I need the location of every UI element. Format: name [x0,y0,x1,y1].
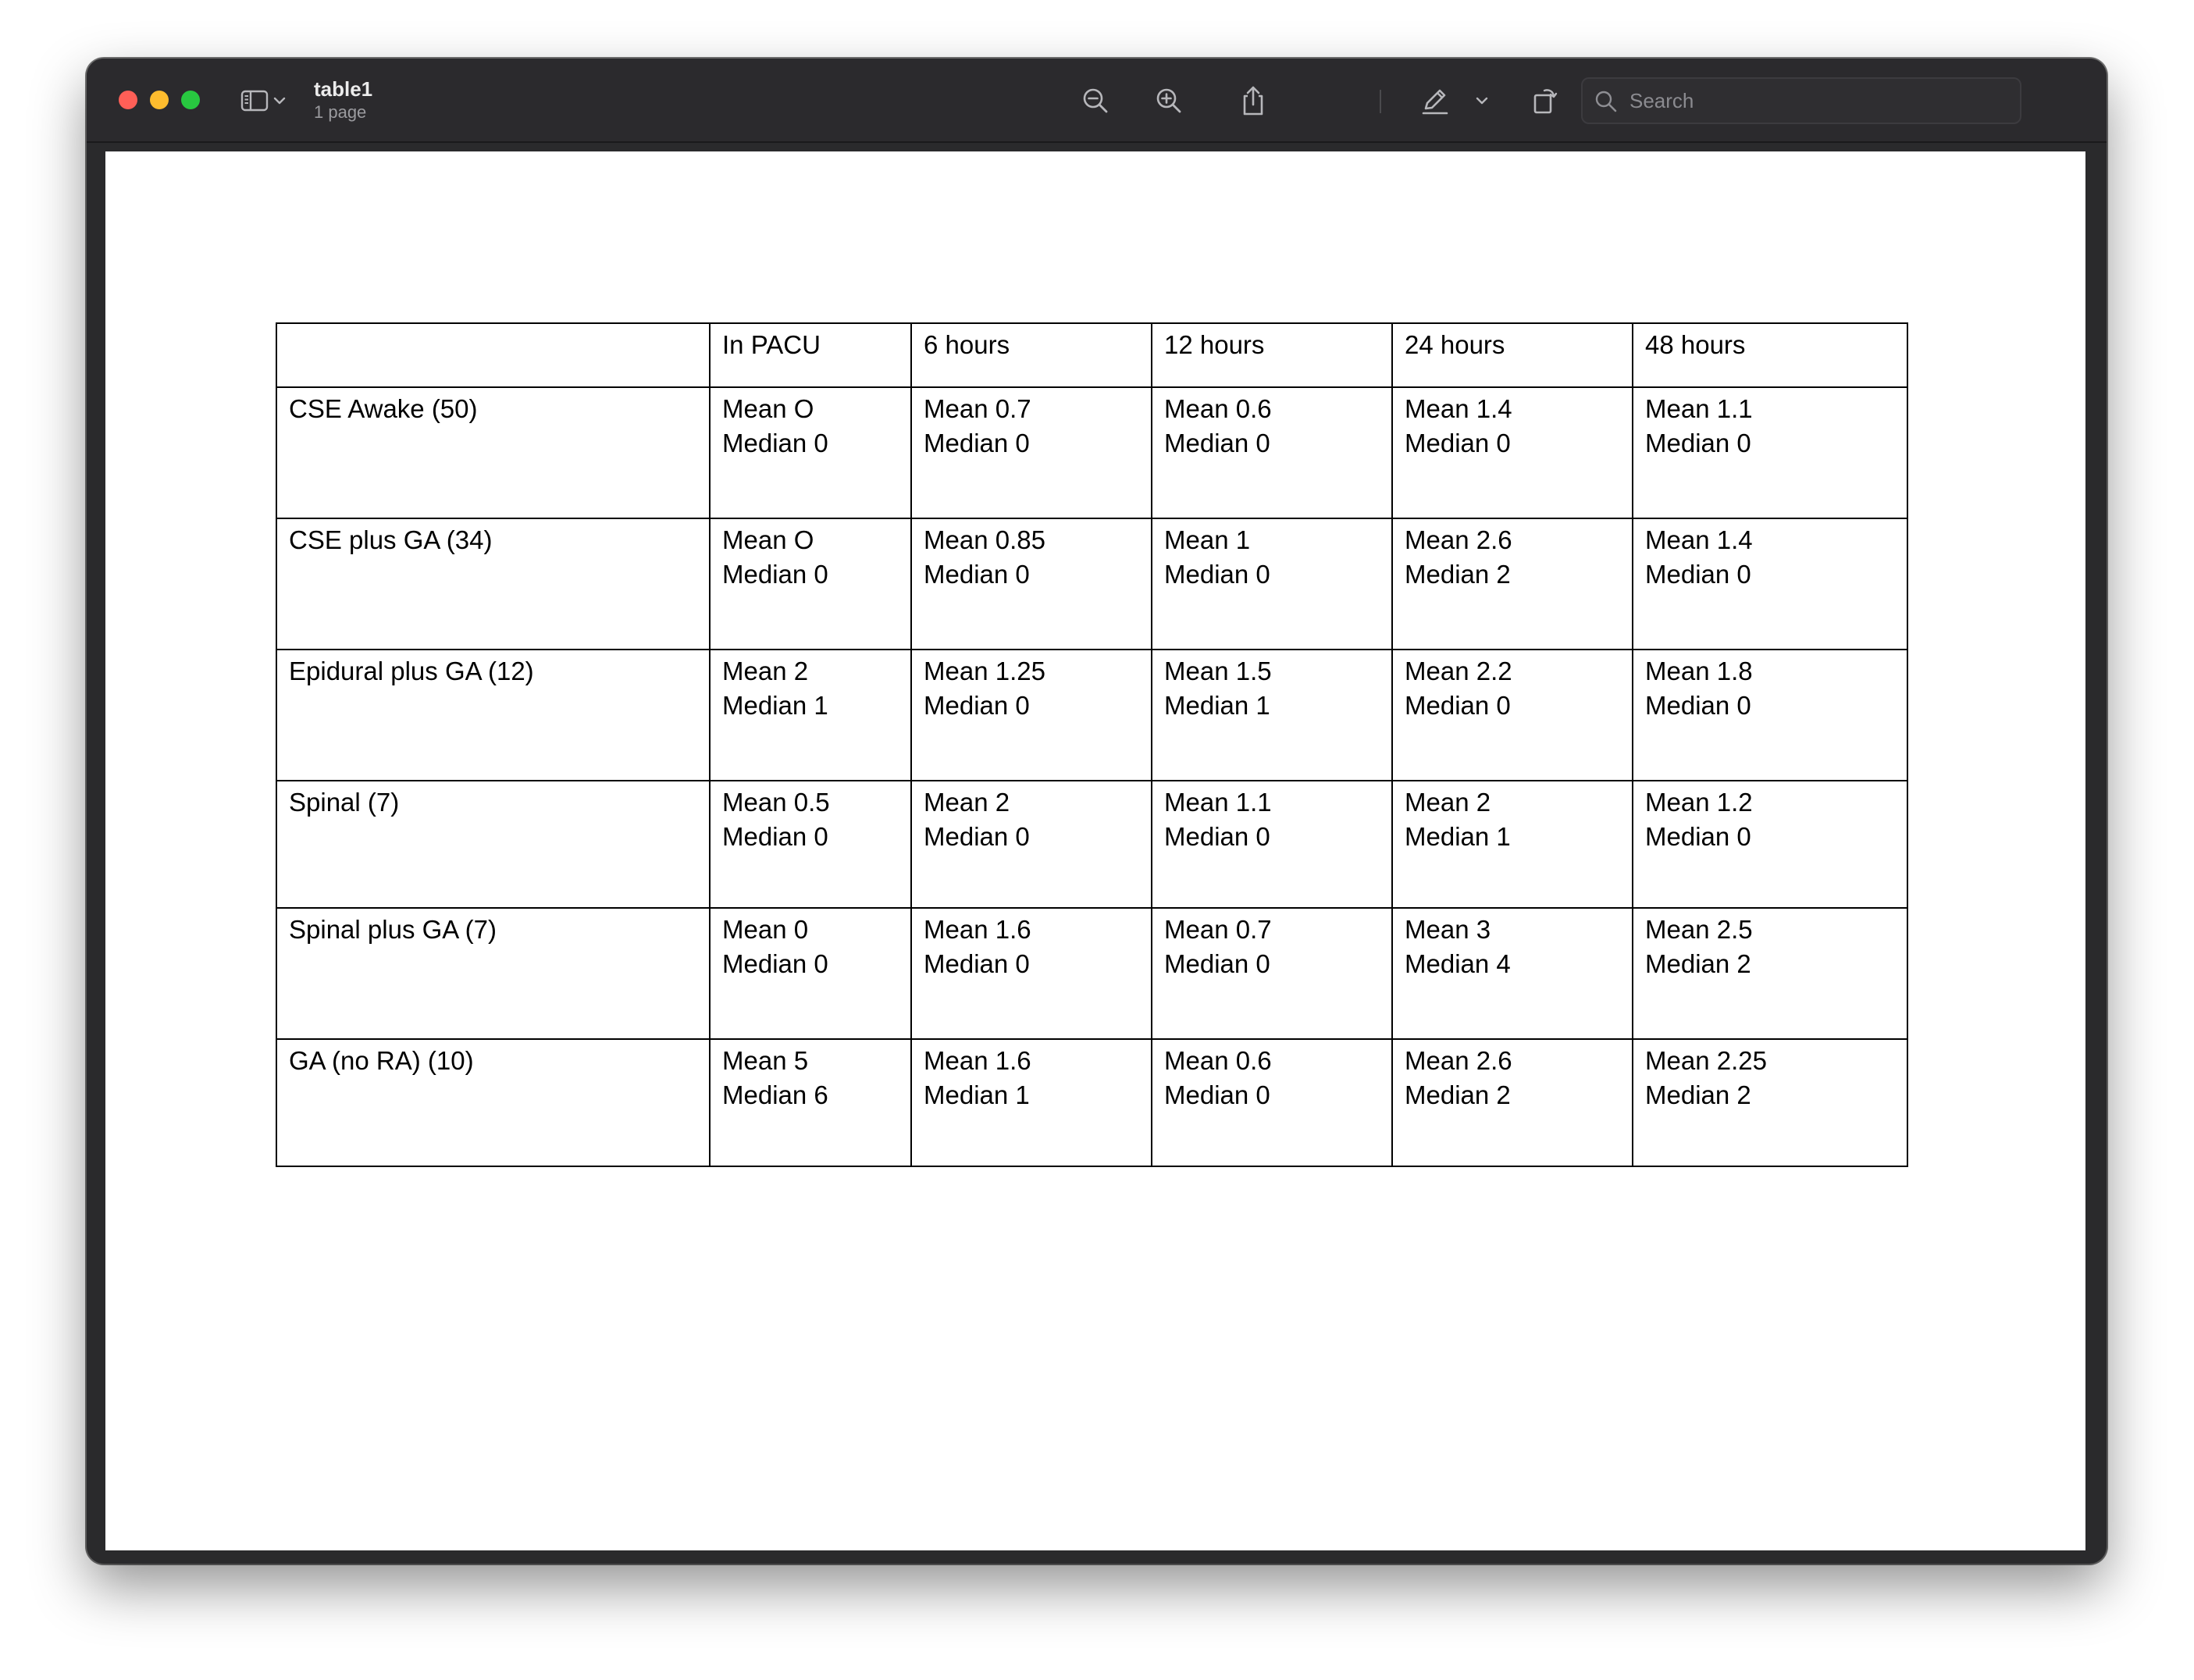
mean-value: Mean 1.1 [1164,788,1272,817]
mean-value: Mean 5 [722,1046,809,1075]
data-table [276,322,1908,1167]
table-cell [1392,518,1633,650]
table-cell [1152,650,1392,781]
median-value: Median 0 [1164,429,1270,457]
table-cell [911,650,1152,781]
mean-value: Mean O [722,394,814,423]
median-value: Median 0 [1164,949,1270,978]
table-cell [1633,650,1907,781]
mean-value: Mean O [722,525,814,554]
table-cell [1392,1039,1633,1166]
table-cell [1152,518,1392,650]
row-label: Spinal (7) [276,781,710,908]
sidebar-toggle-button[interactable] [240,87,294,115]
rotate-button[interactable] [1526,82,1564,119]
median-value: Median 0 [722,949,828,978]
zoom-in-button[interactable] [1150,82,1188,119]
column-header: 6 hours [911,323,1152,387]
share-button[interactable] [1234,82,1272,119]
table-cell [1392,908,1633,1039]
mean-value: Mean 1.1 [1645,394,1753,423]
median-value: Median 2 [1405,1080,1511,1109]
row-label: CSE Awake (50) [276,387,710,518]
median-value: Median 0 [722,429,828,457]
table-cell [1392,387,1633,518]
sidebar-icon [240,88,271,113]
median-value: Median 0 [1164,822,1270,851]
median-value: Median 1 [722,691,828,720]
mean-value: Mean 2.6 [1405,1046,1512,1075]
table-cell [710,518,911,650]
mean-value: Mean 0.7 [1164,915,1272,944]
table-row [276,387,1907,518]
table-cell [1633,1039,1907,1166]
median-value: Median 4 [1405,949,1511,978]
median-value: Median 1 [1164,691,1270,720]
median-value: Median 0 [1405,429,1511,457]
markup-button[interactable] [1416,82,1454,119]
mean-value: Mean 2.5 [1645,915,1753,944]
table-cell [710,1039,911,1166]
row-label: Spinal plus GA (7) [276,908,710,1039]
markup-pen-icon [1419,84,1451,117]
mean-value: Mean 1.5 [1164,657,1272,685]
table-cell [911,387,1152,518]
table-cell [911,518,1152,650]
mean-value: Mean 2 [1405,788,1491,817]
column-header: 24 hours [1392,323,1633,387]
preview-window [87,59,2107,1564]
median-value: Median 0 [924,560,1030,589]
mean-value: Mean 1.6 [924,1046,1031,1075]
median-value: Median 0 [1645,822,1751,851]
median-value: Median 6 [722,1080,828,1109]
median-value: Median 0 [924,949,1030,978]
table-cell [1633,387,1907,518]
search-icon [1594,89,1619,114]
table-cell [1152,387,1392,518]
mean-value: Mean 1.6 [924,915,1031,944]
zoom-out-button[interactable] [1077,82,1114,119]
table-cell [911,1039,1152,1166]
mean-value: Mean 1.4 [1645,525,1753,554]
mean-value: Mean 0.5 [722,788,830,817]
document-page-count: 1 page [314,102,367,122]
table-cell [1392,781,1633,908]
median-value: Median 0 [722,822,828,851]
document-title: table1 [314,77,373,101]
mean-value: Mean 2.6 [1405,525,1512,554]
table-cell [710,650,911,781]
fullscreen-window-button[interactable] [181,91,200,109]
table-cell [1633,518,1907,650]
median-value: Median 0 [1164,1080,1270,1109]
row-label: CSE plus GA (34) [276,518,710,650]
table-cell [911,908,1152,1039]
mean-value: Mean 1 [1164,525,1251,554]
table-cell [710,781,911,908]
mean-value: Mean 0 [722,915,809,944]
share-icon [1238,84,1269,117]
table-row [276,518,1907,650]
table-cell [1152,908,1392,1039]
table-cell [710,908,911,1039]
median-value: Median 0 [722,560,828,589]
table-row [276,650,1907,781]
close-window-button[interactable] [119,91,137,109]
mean-value: Mean 2 [924,788,1010,817]
table-row [276,908,1907,1039]
mean-value: Mean 1.25 [924,657,1045,685]
document-page [105,151,2085,1550]
median-value: Median 1 [1405,822,1511,851]
chevron-down-icon [1473,88,1491,113]
mean-value: Mean 0.6 [1164,1046,1272,1075]
table-cell [710,387,911,518]
mean-value: Mean 1.8 [1645,657,1753,685]
median-value: Median 0 [1645,691,1751,720]
table-cell [1152,1039,1392,1166]
zoom-out-icon [1080,85,1111,116]
table-cell [1152,781,1392,908]
table-row [276,1039,1907,1166]
median-value: Median 0 [1164,560,1270,589]
median-value: Median 0 [1405,691,1511,720]
column-header: 48 hours [1633,323,1907,387]
median-value: Median 0 [1645,560,1751,589]
mean-value: Mean 3 [1405,915,1491,944]
row-label: Epidural plus GA (12) [276,650,710,781]
mean-value: Mean 1.4 [1405,394,1512,423]
median-value: Median 2 [1645,949,1751,978]
markup-options-button[interactable] [1470,82,1494,119]
median-value: Median 2 [1405,560,1511,589]
median-value: Median 0 [1645,429,1751,457]
median-value: Median 1 [924,1080,1030,1109]
mean-value: Mean 1.2 [1645,788,1753,817]
minimize-window-button[interactable] [150,91,169,109]
table-cell [1633,781,1907,908]
table-header-row [276,323,1907,387]
rotate-icon [1529,84,1562,117]
search-field[interactable] [1581,77,2021,124]
table-cell [1633,908,1907,1039]
median-value: Median 2 [1645,1080,1751,1109]
median-value: Median 0 [924,822,1030,851]
mean-value: Mean 0.85 [924,525,1045,554]
mean-value: Mean 0.6 [1164,394,1272,423]
column-header: In PACU [710,323,911,387]
mean-value: Mean 2.25 [1645,1046,1767,1075]
search-input[interactable] [1628,85,2006,116]
column-header: 12 hours [1152,323,1392,387]
chevron-down-icon [271,88,288,113]
toolbar-divider [1380,90,1381,113]
table-cell [911,781,1152,908]
median-value: Median 0 [924,429,1030,457]
mean-value: Mean 0.7 [924,394,1031,423]
mean-value: Mean 2 [722,657,809,685]
table-cell [1392,650,1633,781]
table-row [276,781,1907,908]
mean-value: Mean 2.2 [1405,657,1512,685]
titlebar [87,59,2107,143]
zoom-in-icon [1153,85,1184,116]
row-label: GA (no RA) (10) [276,1039,710,1166]
median-value: Median 0 [924,691,1030,720]
column-header [276,323,710,387]
